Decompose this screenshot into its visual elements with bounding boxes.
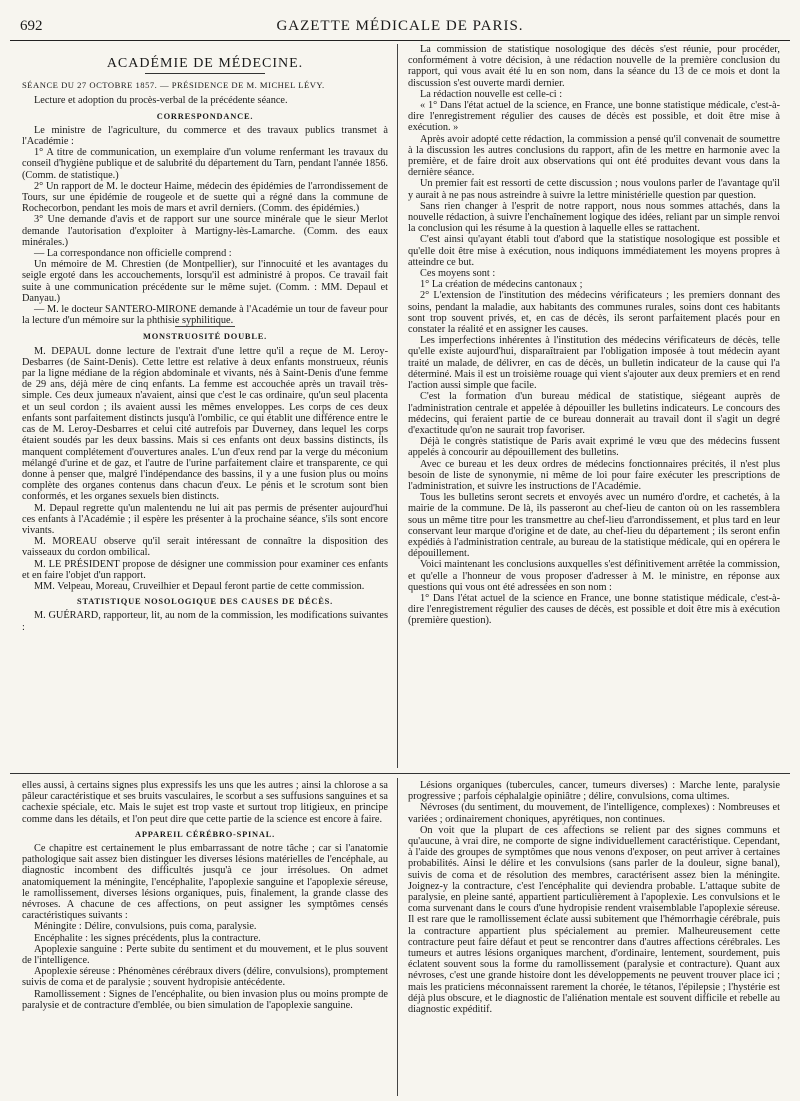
paragraph-apoplexie-sanguine: Apoplexie sanguine : Perte subite du sentiment et du mouvement, et le plus souvent de l'intelligence. [22,943,388,967]
journal-title: GAZETTE MÉDICALE DE PARIS. [276,18,524,34]
paragraph-ramollissement: Ramollissement : Signes de l'encéphalite, ou bien invasion plus ou moins prompte de paralysie et de contracture d'emblée, ou bien simulation de l'apoplexie sanguine. [22,988,388,1011]
paragraph-moyen-2: 2° L'extension de l'institution des médecins vérificateurs ; les premiers donnant des soins, pendant la maladie, aux habitants des communes rurales, soins dont ces habitants sont trop souvent privés, et, en cas de décès, ils seront parfaitement placés pour en constater la réalité et en assigner les causes. [408,290,780,336]
subheading-appareil: APPAREIL CÉRÉBRO-SPINAL. [134,829,276,839]
column-top-left [22,44,388,766]
column-top-right [408,44,780,766]
paragraph-apres: Après avoir adopté cette rédaction, la commission a pensé qu'il convenait de soumettre à la discussion les autres conclusions du rapport, afin de les mettre en harmonie avec la première, et de faire droit aux observations qui ont été produites devant vous dans la dernière séance. [408,133,780,179]
paragraph-president: M. LE PRÉSIDENT propose de désigner une commission pour examiner ces enfants et en faire l'objet d'un rapport. [22,558,388,581]
paragraph-redaction: La rédaction nouvelle est celle-ci : [420,88,563,100]
paragraph-minutes: Lecture et adoption du procès-verbal de la précédente séance. [34,95,288,107]
paragraph-tous: Tous les bulletins seront secrets et envoyés avec un numéro d'ordre, et cachetés, à la mairie de la commune. De là, ils passeront au chef-lieu de canton où on les rassemblera sous un même titre pour les transmettre au chef-lieu d'arrondissement, et plus tard en leur conservant leur marque d'origine et de date, au chef-lieu du département ; ils seront enfin expédiés à l'administration centrale, au bureau de la statistique médicale, qui en opérera le dépouillement. [408,492,780,560]
paragraph-imperfections: Les imperfections inhérentes à l'institution des médecins vérificateurs de décès, telle qu'elle existe aujourd'hui, disparaîtraient par l'obligation imposée à tout médecin ayant traité un malade, de délivrer, en cas de décès, un bulletin indicateur de la cause qui l'a déterminé. Mais il est un troisième rouage qui vient s'ajouter aux deux premiers et en rend l'action aussi simple que facile. [408,335,780,392]
paragraph-voici: Voici maintenant les conclusions auxquelles s'est définitivement arrêtée la commission, et qu'elle a l'honneur de vous proposer d'adresser à M. le ministre, en réponse aux questions qui vous ont été adressées en son nom : [408,559,780,593]
subheading-monstruosite: MONSTRUOSITÉ DOUBLE. [143,332,267,342]
seance-line: SÉANCE DU 27 OCTOBRE 1857. — PRÉSIDENCE DE M. MICHEL LÉVY. [22,80,325,91]
paragraph-cest-ainsi: C'est ainsi qu'ayant établi tout d'abord que la statistique nosologique est possible et qu'elle doit être mise à exécution, nous indiquons immédiatement les moyens propres à atteindre ce but. [408,234,780,268]
paragraph-moyens: Ces moyens sont : [420,268,496,280]
paragraph-depaul: M. DEPAUL donne lecture de l'extrait d'une lettre qu'il a reçue de M. Leroy-Desbarres (de Saint-Denis). Cette lettre est relative à deux enfants monstrueux, réunis par la ligne médiane de la région abdominale et vivants, nés à Saint-Denis d'une femme de 29 ans, déjà mère de cinq enfants. La femme est accouchée après un travail très-simple. Ces deux jumeaux n'avaient, ainsi que c'est le cas ordinaire, qu'un seul placenta et un seul cordon ; ils avaient aussi les mêmes enveloppes. Les corps de ces deux enfants sont parfaitement distincts jusqu'à l'ombilic, ce qui établit une différence entre le cas de M. Leroy-Desbarres et celui cité autrefois par Duverney, dans lequel les corps étaient soudés par les deux bassins. Mais si ces enfants ont deux bassins distincts, ils manquent complétement d'ouvertures anales. L'un d'eux rend par la verge du méconium mélangé d'urine et de gaz, et l'autre de l'urine parfaitement claire et transparente, ce qui donne à penser que, malgré l'indépendance des bassins, il y a une fusion plus ou moins complète des organes contenus dans chacun d'eux. Le pénis et le scrotum sont bien conformés, et les organes sexuels bien distincts. [22,345,388,503]
paragraph-meningite: Méningite : Délire, convulsions, puis coma, paralysie. [34,921,257,933]
paragraph-guerard: M. GUÉRARD, rapporteur, lit, au nom de la commission, les modifications suivantes : [22,610,388,633]
paragraph-ministre: Le ministre de l'agriculture, du commerce et des travaux publics transmet à l'Académie : [22,124,388,148]
column-divider-top [397,44,398,768]
paragraph-elles: elles aussi, à certains signes plus expressifs les uns que les autres ; ainsi la chlorose a sa pâleur caractéristique et ses bruits vasculaires, le scorbut a ses suffusions sanguines et sa cachexie spéciale, etc. Mais le sujet est trop vaste et surtout trop litigieux, en principe comme dans les détails, et l'on peut dire que cette partie de la science est encore à faire. [22,780,388,825]
subheading-statistique: STATISTIQUE NOSOLOGIQUE DES CAUSES DE DÉCÈS. [77,597,333,607]
paragraph-quote: « 1° Dans l'état actuel de la science, en France, une bonne statistique médicale, c'est-à-dire l'enregistrement régulier des causes de décès est possible, et doit être mise à exécution. » [408,100,780,134]
paragraph-memoire: Un mémoire de M. Chrestien (de Montpellier), sur l'innocuité et les avantages du seigle ergoté dans les accouchements, lorsqu'il est administré à propos. Ce travail fait suite à une communication précédente sur le même sujet. (Comm. : MM. Depaul et Danyau.) [22,259,388,304]
paragraph-bureau: C'est la formation d'un bureau médical de statistique, siégeant auprès de l'administration centrale et appelée à dépouiller les bulletins indicateurs. Le concours des médecins, qui feraient partie de ce bureau donnerait au travail dont il s'agit un degré d'exactitude qu'on ne saurait trop favoriser. [408,391,780,436]
header-rule [10,40,790,41]
page-header [8,18,792,36]
column-bottom-left [22,780,388,1100]
paragraph-on-voit: On voit que la plupart de ces affections se relient par des signes communs et qu'aucune, à vrai dire, ne comporte de signe individuellement caractéristique. Cependant, à l'aide des groupes de symptômes que nous venons d'exposer, on peut arriver à certaines probabilités. Ainsi le délire et les convulsions (sans parler de la douleur, signe banal), suivis de coma et de résolution des membres, caractérisent assez bien la méningite. Joignez-y la contracture, c'est l'encéphalite qui deviendra probable. L'attaque subite de paralysie, en pleine santé, appartient particulièrement à l'apoplexie. Les convulsions et le coma survenant dans le cours d'une hydropisie rendent vraisemblable l'apoplexie séreuse. Il est rare que le ramollissement éclate aussi subitement que l'hémorrhagie cérébrale, puis la contracture appartient plus spécialement au premier. Malheureusement cette contracture peut faire défaut et peut se rencontrer dans d'autres affections cérébrales. Les tumeurs et autres lésions organiques marchent, d'ordinaire, lentement, sourdement, puis éclatent souvent sous la forme du ramollissement (paralysie et contracture). Quant aux névroses, c'est une grande histoire dont les développements ne peuvent trouver place ici ; mais les praticiens méconnaissent rarement la chorée, le tétanos, l'épilepsie ; l'hystérie est déjà plus obscure, et le diagnostic de l'aliénation mentale est souvent difficile et rebelle au diagnostic expéditif. [408,824,780,1016]
paragraph-moreau: M. MOREAU observe qu'il serait intéressant de connaître la disposition des vaisseaux du cordon ombilical. [22,536,388,559]
paragraph-chapitre: Ce chapitre est certainement le plus embarrassant de notre tâche ; car si l'anatomie pathologique sait assez bien distinguer les diverses lésions matérielles de l'encéphale, au diagnostic incombent des difficultés jusqu'à ce jour irrésolues. On admet anatomiquement la méningite, l'encéphalite, l'apoplexie sanguine et l'apoplexie séreuse, le ramollissement, diverses lésions organiques, puis, finalement, la grande classe des névroses. A chacune de ces affections, on peut assigner les symptômes censés caractéristiques suivants : [22,843,388,922]
paragraph-correspondance: — La correspondance non officielle comprend : [34,248,232,260]
paragraph-apoplexie-sereuse: Apoplexie séreuse : Phénomènes cérébraux divers (délire, convulsions), promptement suivis de coma et de paralysie ; souvent hydropisie antécédente. [22,966,388,989]
paragraph-moyen-1: 1° La création de médecins cantonaux ; [420,279,583,291]
paragraph-commission: La commission de statistique nosologique des décès s'est réunie, pour procéder, conformément à votre décision, à une rédaction nouvelle de la première conclusion du rapport, qui vous avait été lu en son nom, dans la séance du 13 de ce mois et dont la discussion s'est ouverte mardi dernier. [408,44,780,89]
paragraph-sans: Sans rien changer à l'esprit de notre rapport, nous nous sommes attachés, dans la nouvelle rédaction, à suivre l'enchaînement logique des idées, reliant par un simple renvoi la conclusion qui les résume à la question à laquelle elles se rattachent. [408,200,780,235]
subheading-divider [175,326,235,327]
paragraph-avec: Avec ce bureau et les deux ordres de médecins fonctionnaires précités, il n'est plus besoin de liste de synonymie, ni même de loi pour faire exécuter les prescriptions de l'administration, et suivre les instructions de l'Académie. [408,458,780,492]
paragraph-item-3: 3° Une demande d'avis et de rapport sur une source minérale que le sieur Merlot demande l'autorisation d'exploiter à Martigny-lès-Lamarche. (Comm. des eaux minérales.) [22,214,388,248]
title-divider [145,73,265,74]
paragraph-encephalite: Encéphalite : les signes précédents, plus la contracture. [34,932,261,944]
paragraph-item-1: 1° A titre de communication, un exemplaire d'un volume renfermant les travaux du conseil d'hygiène publique et de salubrité du département du Tarn, pendant l'année 1856. (Comm. de statistique.) [22,147,388,181]
subheading-correspondance: CORRESPONDANCE. [156,111,254,121]
paragraph-santero: — M. le docteur SANTERO-MIRONE demande à l'Académie un tour de faveur pour la lecture d'un mémoire sur la phthisie syphilitique. [22,304,388,327]
paragraph-conclusion-1: 1° Dans l'état actuel de la science en France, une bonne statistique médicale, c'est-à-dire l'enregistrement régulier des causes de décès, est possible et doit être mis à exécution (première question). [408,592,780,627]
paragraph-regrette: M. Depaul regrette qu'un malentendu ne lui ait pas permis de présenter aujourd'hui ces enfants à l'Académie ; il espère les présenter à la prochaine séance, s'ils sont encore vivants. [22,502,388,536]
section-title: ACADÉMIE DE MÉDECINE. [106,56,304,71]
paragraph-lesions: Lésions organiques (tubercules, cancer, tumeurs diverses) : Marche lente, paralysie progressive ; parfois céphalalgie opiniâtre ; délire, convulsions, coma ultimes. [408,780,780,803]
paragraph-nevroses: Névroses (du sentiment, du mouvement, de l'intelligence, complexes) : Nombreuses et variées ; ordinairement choniques, apyrétiques, non continues. [408,802,780,825]
paragraph-item-2: 2° Un rapport de M. le docteur Haime, médecin des épidémies de l'arrondissement de Tours, sur une épidémie de rougeole et de suette qui a régné dans la commune de Rochecorbon, pendant les mois de mars et avril derniers. (Comm. des épidémies.) [22,180,388,215]
paragraph-deja: Déjà le congrès statistique de Paris avait exprimé le vœu que des médecins fussent appelés à concourir au dépouillement des bulletins. [408,436,780,459]
paragraph-commission-members: MM. Velpeau, Moreau, Cruveilhier et Depaul feront partie de cette commission. [34,580,365,592]
paragraph-premier: Un premier fait est ressorti de cette discussion ; nous voulons parler de l'avantage qu'il y aurait à ne pas nous astreindre à suivre la lettre ministérielle question par question. [408,178,780,201]
column-divider-bottom [397,778,398,1096]
page-number: 692 [20,18,43,34]
section-divider [10,773,790,774]
column-bottom-right [408,780,780,1100]
